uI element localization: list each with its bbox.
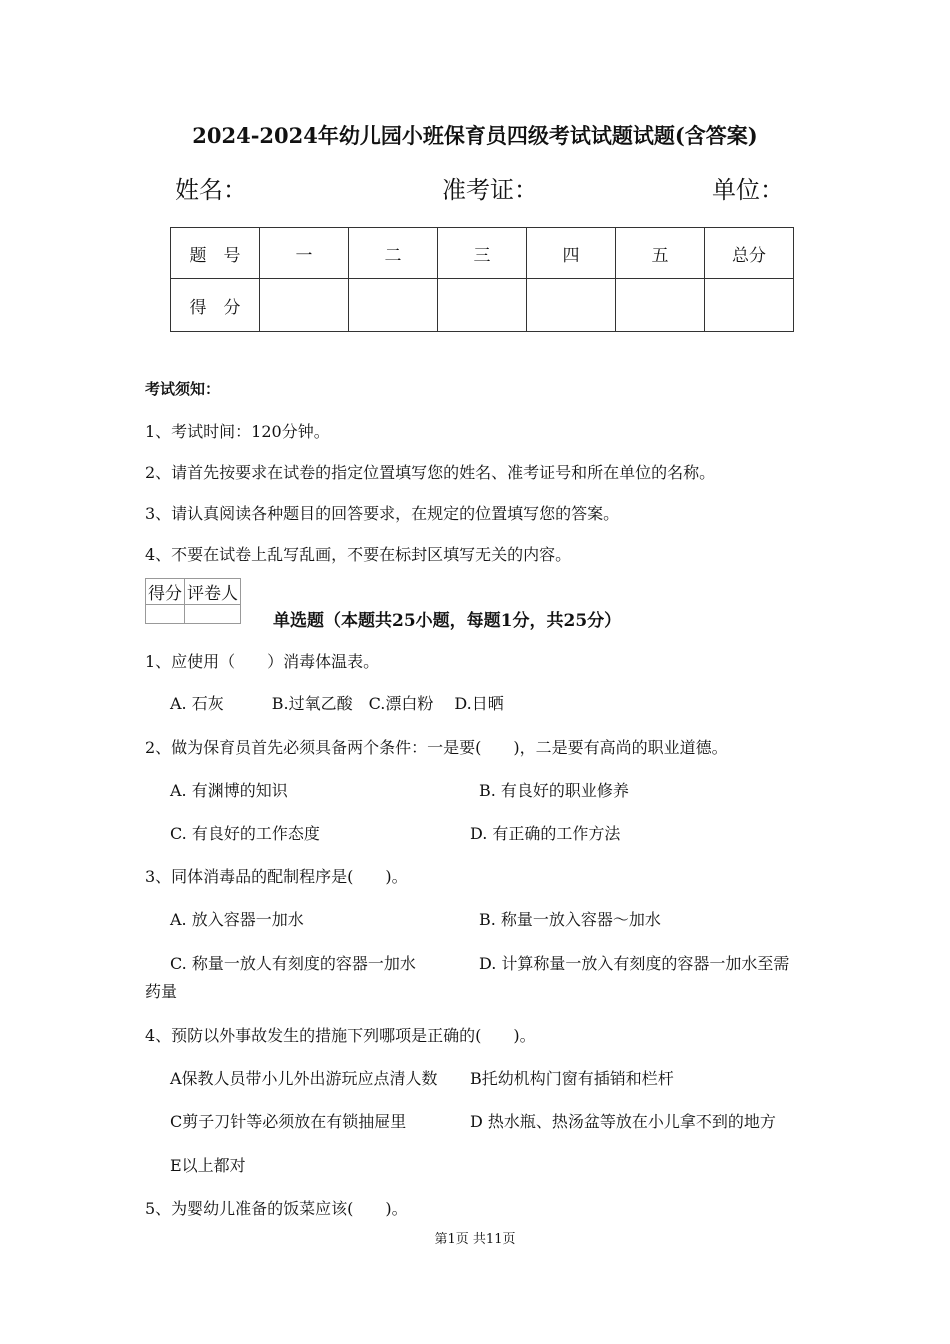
- option-d: D. 有正确的工作方法: [470, 824, 621, 843]
- grader-reviewer-label: 评卷人: [185, 579, 241, 605]
- score-table-header: 总分: [705, 228, 794, 279]
- notice-item: 2、请首先按要求在试卷的指定位置填写您的姓名、准考证号和所在单位的名称。: [145, 463, 716, 482]
- option-d: D. 计算称量一放入有刻度的容器一加水至需: [479, 954, 790, 973]
- unit-label: 单位：: [712, 176, 784, 204]
- option-e: E以上都对: [170, 1156, 246, 1175]
- option-b: B. 称量一放入容器～加水: [479, 910, 661, 929]
- score-cell[interactable]: [527, 279, 616, 332]
- notice-heading: 考试须知：: [145, 380, 221, 398]
- question-stem: 2、做为保育员首先必须具备两个条件：一是要( )，二是要有高尚的职业道德。: [145, 738, 728, 757]
- question-stem: 4、预防以外事故发生的措施下列哪项是正确的( )。: [145, 1026, 536, 1045]
- score-cell[interactable]: [438, 279, 527, 332]
- score-row-label: 得 分: [171, 279, 260, 332]
- score-table-score-row: [171, 279, 794, 332]
- grader-score-cell[interactable]: [146, 605, 185, 624]
- option-b: B. 有良好的职业修养: [479, 781, 629, 800]
- page-title: 2024-2024年幼儿园小班保育员四级考试试题试题(含答案): [192, 123, 758, 148]
- question-stem: 5、为婴幼儿准备的饭菜应该( )。: [145, 1199, 408, 1218]
- score-cell[interactable]: [616, 279, 705, 332]
- notice-item: 3、请认真阅读各种题目的回答要求，在规定的位置填写您的答案。: [145, 504, 620, 523]
- option-a: A. 放入容器一加水: [170, 910, 304, 929]
- score-table-header-row: [171, 228, 794, 279]
- name-label: 姓名：: [175, 176, 247, 204]
- score-table-header: 五: [616, 228, 705, 279]
- section-title: 单选题（本题共25小题，每题1分，共25分）: [273, 611, 622, 631]
- score-table-header: 三: [438, 228, 527, 279]
- question-stem: 1、应使用（ ）消毒体温表。: [145, 652, 380, 671]
- option-c: C. 称量一放人有刻度的容器一加水: [170, 954, 416, 973]
- question-options: A. 石灰 B.过氧乙酸 C.漂白粉 D.日晒: [170, 694, 504, 713]
- score-table-header: 一: [260, 228, 349, 279]
- score-table: [170, 227, 794, 332]
- score-cell[interactable]: [705, 279, 794, 332]
- notice-item: 4、不要在试卷上乱写乱画，不要在标封区填写无关的内容。: [145, 545, 572, 564]
- option-c: C. 有良好的工作态度: [170, 824, 320, 843]
- score-table-header: 四: [527, 228, 616, 279]
- score-table-header: 题 号: [171, 228, 260, 279]
- option-d-continued: 药量: [145, 982, 178, 1001]
- option-a: A保教人员带小儿外出游玩应点清人数: [170, 1069, 438, 1088]
- score-table-header: 二: [349, 228, 438, 279]
- exam-number-label: 准考证：: [442, 176, 538, 204]
- option-b: B托幼机构门窗有插销和栏杆: [470, 1069, 674, 1088]
- page-footer: 第1页 共11页: [434, 1232, 516, 1247]
- score-cell[interactable]: [260, 279, 349, 332]
- option-c: C剪子刀针等必须放在有锁抽屉里: [170, 1112, 407, 1131]
- question-stem: 3、同体消毒品的配制程序是( )。: [145, 867, 408, 886]
- grader-table: [145, 578, 241, 624]
- grader-score-label: 得分: [146, 579, 185, 605]
- option-a: A. 有渊博的知识: [170, 781, 288, 800]
- option-d: D 热水瓶、热汤盆等放在小儿拿不到的地方: [470, 1112, 776, 1131]
- score-cell[interactable]: [349, 279, 438, 332]
- grader-reviewer-cell[interactable]: [185, 605, 241, 624]
- notice-item: 1、考试时间：120分钟。: [145, 422, 330, 441]
